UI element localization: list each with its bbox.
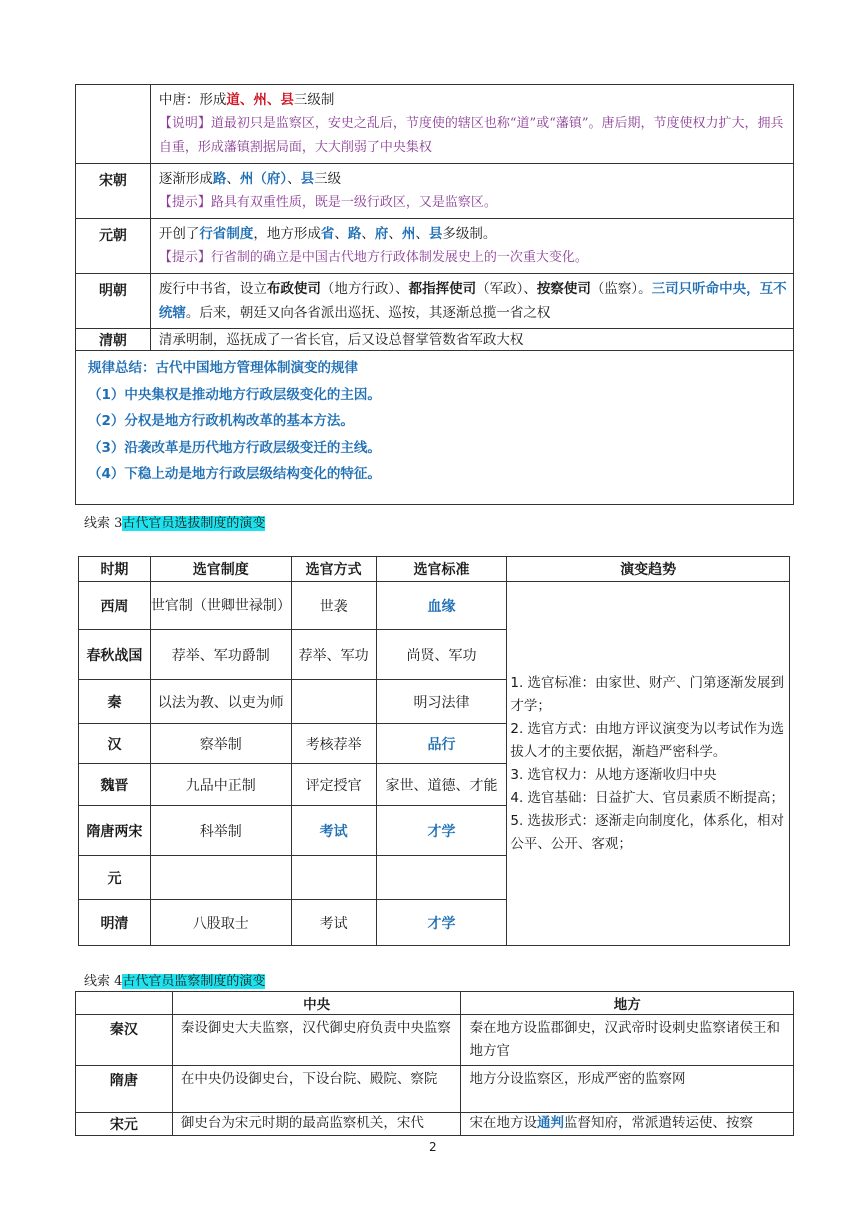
system-cell: 察举制 [150,724,291,764]
summary-item: （1）中央集权是推动地方行政层级变化的主因。 [88,386,381,403]
period-cell: 西周 [79,582,151,630]
period-cell: 秦汉 [76,1015,173,1066]
system-cell: 科举制 [150,806,291,856]
term: 府 [374,226,389,242]
summary-row [76,351,794,505]
term: 布政使司 [266,281,321,297]
dynasty-cell [76,85,151,164]
clue-4-heading [84,970,265,989]
standard-cell: 才学 [376,806,507,856]
selection-system-table [78,556,790,946]
system-cell: 八股取士 [150,900,291,946]
central-cell: 在中央仍设御史台，下设台院、殿院、察院 [172,1066,461,1113]
standard-cell: 品行 [376,724,507,764]
method-cell: 考核荐举 [291,724,376,764]
note-text: 行省制的确立是中国古代地方行政体制发展史上的一次重大变化。 [210,250,588,265]
content-cell: 中唐：形成道、州、县三级制 【说明】道最初只是监察区，安史之乱后，节度使的辖区也称“道”或“藩镇”。唐后期，节度使权力扩大，拥兵自重，形成藩镇割据局面，大大削弱了中央集权 [150,85,793,164]
period-cell: 魏晋 [79,764,151,806]
text: 宋在地方设 [469,1115,537,1131]
text: 、 [226,171,240,187]
text: 中唐：形成 [158,92,227,108]
term: 路 [212,171,227,187]
standard-cell: 尚贤、军功 [376,630,507,680]
term: 州 [401,226,416,242]
period-cell: 汉 [79,724,151,764]
system-cell: 以法为教、以吏为师 [150,680,291,724]
trend-cell [507,582,790,946]
term: 都指挥使司 [408,281,477,297]
table-row [76,274,794,329]
system-cell: 荐举、军功爵制 [150,630,291,680]
term-xian: 县 [280,92,294,108]
table-row [79,582,790,630]
content-cell [150,274,793,329]
text: （监察）。 [590,281,652,297]
text: 。后来，朝廷又向各省派出巡抚、巡按，其逐渐总揽一省之权 [185,305,551,321]
summary-item: （4）下稳上动是地方行政层级结构变化的特征。 [88,466,381,482]
system-cell [150,856,291,900]
content-cell: 开创了行省制度，地方形成省、路、府、州、县多级制。 【提示】行省制的确立是中国古代地方行政体制发展史上的一次重大变化。 [150,219,793,274]
term: 行省制度 [199,226,254,242]
table-row [76,1113,794,1136]
table-row [76,164,794,219]
method-cell: 考试 [291,806,376,856]
term-dao: 道 [226,92,240,108]
table-row [76,1015,794,1066]
dynasty-cell: 明朝 [76,274,151,329]
method-cell [291,680,376,724]
local-cell: 秦在地方设监郡御史，汉武帝时设刺史监察诸侯王和地方官 [461,1015,794,1066]
system-cell: 九品中正制 [150,764,291,806]
local-cell: 地方分设监察区，形成严密的监察网 [461,1066,794,1113]
period-cell: 隋唐两宋 [79,806,151,856]
standard-cell: 血缘 [376,582,507,630]
term: 县 [428,226,443,242]
trend-item: 1. 选官标准：由家世、财产、门第逐渐发展到才学； [510,674,785,714]
table-row [76,85,794,164]
table-row [76,1066,794,1113]
trend-item: 2. 选官方式：由地方评议演变为以考试作为选拔人才的主要依据，渐趋严密科学。 [510,720,785,760]
text: （军政）、 [476,281,537,297]
method-cell: 评定授官 [291,764,376,806]
summary-cell [76,351,794,505]
header-cell: 时期 [79,557,151,582]
clue-3-heading [84,512,265,531]
period-cell: 春秋战国 [79,630,151,680]
standard-cell: 才学 [376,900,507,946]
note-tag: 【提示】 [158,195,211,210]
trend-item: 3. 选官权力：从地方逐渐收归中央 [510,766,717,783]
header-cell: 选官制度 [150,557,291,582]
header-cell: 演变趋势 [507,557,790,582]
text: 废行中书省，设立 [158,281,267,297]
term-zhou: 州 [253,92,267,108]
text: 监督知府，常派遣转运使、按察 [563,1115,753,1131]
trend-item: 5. 选拔形式：逐渐走向制度化，体系化，相对公平、公开、客观； [510,812,785,852]
method-cell: 荐举、军功 [291,630,376,680]
header-cell [76,992,173,1015]
method-cell: 考试 [291,900,376,946]
dynasty-cell: 宋朝 [76,164,151,219]
header-row [76,992,794,1015]
dynasty-cell: 清朝 [76,329,151,351]
table-row [76,329,794,351]
local-admin-table [75,84,794,505]
period-cell: 隋唐 [76,1066,173,1113]
central-cell: 秦设御史大夫监察，汉代御史府负责中央监察 [172,1015,461,1066]
clue-title: 古代官员选拔制度的演变 [122,516,266,531]
period-cell: 秦 [79,680,151,724]
summary-title: 规律总结：古代中国地方管理体制演变的规律 [88,360,358,376]
content-cell: 清承明制，巡抚成了一省长官，后又设总督掌管数省军政大权 [150,329,793,351]
term: 路 [347,226,362,242]
summary-item: （3）沿袭改革是历代地方行政层级变迁的主线。 [88,439,381,456]
term: 县 [300,171,315,187]
text: 开创了 [158,226,200,242]
term: 省 [320,226,335,242]
trend-item: 4. 选官基础：日益扩大、官员素质不断提高； [510,789,785,806]
summary-item: （2）分权是地方行政机构改革的基本方法。 [88,413,354,429]
text: 逐渐形成 [158,171,213,187]
dynasty-cell: 元朝 [76,219,151,274]
standard-cell: 明习法律 [376,680,507,724]
text: 、 [287,171,301,187]
system-cell: 世官制（世卿世禄制） [150,582,291,630]
text: 三级制 [293,92,335,108]
central-cell: 御史台为宋元时期的最高监察机关，宋代 [172,1113,461,1136]
note-text: 路具有双重性质，既是一级行政区，又是监察区。 [210,195,497,210]
method-cell: 世袭 [291,582,376,630]
header-cell: 选官标准 [376,557,507,582]
term: 按察使司 [536,281,591,297]
text: 多级制。 [442,226,497,242]
local-cell [461,1113,794,1136]
clue-label: 线索 4 [84,974,123,989]
header-row [79,557,790,582]
header-cell: 地方 [461,992,794,1015]
text: ，地方形成 [253,226,321,242]
highlight-text: 三司只听命中央，互不统辖 [158,281,787,321]
content-cell [150,164,793,219]
period-cell: 宋元 [76,1113,173,1136]
term: 州（府） [239,171,288,187]
table-row [76,219,794,274]
method-cell [291,856,376,900]
page-number: 2 [429,1140,437,1154]
clue-label: 线索 3 [84,516,123,531]
standard-cell: 家世、道德、才能 [376,764,507,806]
note-text: 道最初只是监察区，安史之乱后，节度使的辖区也称“道”或“藩镇”。唐后期，节度使权力扩大，拥兵自重，形成藩镇割据局面，大大削弱了中央集权 [158,116,784,155]
clue-title: 古代官员监察制度的演变 [122,974,266,989]
note-tag: 【提示】 [158,250,211,265]
text: （地方行政）、 [320,281,409,297]
header-cell: 选官方式 [291,557,376,582]
standard-cell [376,856,507,900]
header-cell: 中央 [172,992,461,1015]
note-tag: 【说明】 [158,116,211,131]
period-cell: 明清 [79,900,151,946]
text: 三级 [314,171,342,187]
period-cell: 元 [79,856,151,900]
term: 通判 [536,1115,564,1131]
supervision-table [75,991,794,1136]
